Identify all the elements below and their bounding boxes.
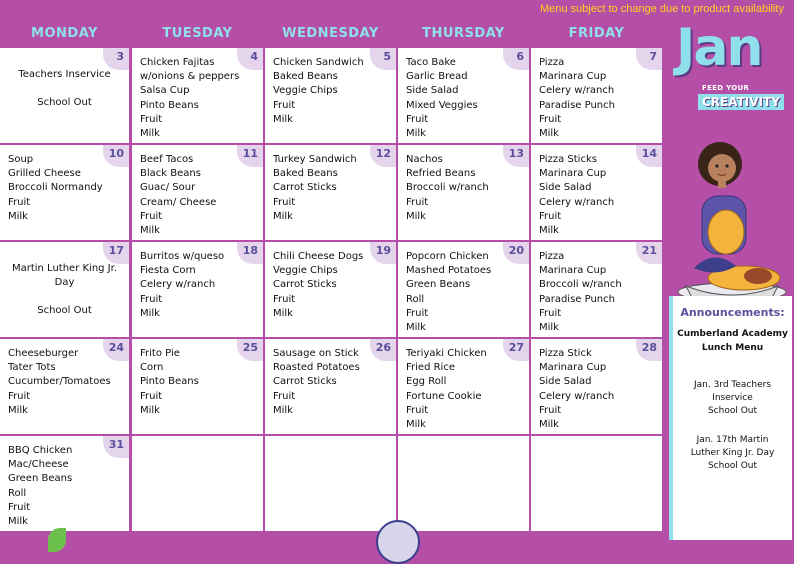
menu-item: Broccoli w/ranch bbox=[406, 182, 489, 194]
menu-item: Celery w/ranch bbox=[539, 85, 615, 97]
menu-item: Carrot Sticks bbox=[273, 182, 337, 194]
day-cell bbox=[0, 145, 129, 240]
menu-item: Marinara Cup bbox=[539, 168, 607, 180]
menu-item: Beef Tacos bbox=[140, 154, 194, 165]
menu-item: Milk bbox=[8, 404, 28, 416]
menu-item: Fruit bbox=[539, 210, 562, 222]
day-cell bbox=[132, 242, 263, 337]
menu-items bbox=[273, 56, 374, 127]
day-cell bbox=[265, 339, 396, 434]
weekday-wednesday: WEDNESDAY bbox=[282, 26, 379, 41]
date-number: 13 bbox=[503, 145, 529, 167]
day-cell bbox=[0, 48, 129, 143]
day-cell bbox=[531, 436, 662, 531]
menu-item: Milk bbox=[539, 322, 559, 334]
weekday-friday: FRIDAY bbox=[568, 26, 625, 41]
day-cell bbox=[531, 339, 662, 434]
day-cell bbox=[398, 436, 529, 531]
menu-item: Fortune Cookie bbox=[406, 390, 482, 402]
menu-item: Milk bbox=[273, 307, 293, 319]
menu-item: Taco Bake bbox=[406, 57, 456, 68]
menu-item: Broccoli Normandy bbox=[8, 182, 103, 194]
menu-item: Fruit bbox=[8, 501, 31, 513]
menu-item: Egg Roll bbox=[406, 376, 447, 388]
menu-item: Marinara Cup bbox=[539, 265, 607, 277]
date-number: 3 bbox=[103, 48, 129, 70]
girl-knitting-illustration bbox=[674, 128, 790, 304]
note-line: Teachers Inservice bbox=[18, 69, 111, 80]
day-cell bbox=[398, 145, 529, 240]
menu-item: Marinara Cup bbox=[539, 362, 607, 374]
leaf-logo bbox=[48, 528, 66, 552]
day-cell bbox=[0, 436, 129, 531]
menu-item: Cheeseburger bbox=[8, 348, 79, 359]
date-number: 11 bbox=[237, 145, 263, 167]
tagline-bottom: CREATIVITY bbox=[698, 94, 784, 110]
menu-items bbox=[140, 153, 241, 238]
menu-item: Fruit bbox=[539, 307, 562, 319]
day-cell bbox=[531, 145, 662, 240]
menu-item: Pinto Beans bbox=[140, 376, 199, 388]
menu-item: Milk bbox=[539, 419, 559, 431]
note-line: Martin Luther King Jr. bbox=[11, 263, 118, 274]
menu-item: Fruit bbox=[140, 390, 163, 402]
menu-item: Pizza bbox=[539, 251, 565, 262]
menu-item: Fiesta Corn bbox=[140, 265, 196, 277]
menu-item: Milk bbox=[406, 128, 426, 140]
tagline-top: FEED YOUR bbox=[702, 84, 750, 92]
menu-items bbox=[8, 153, 107, 224]
menu-item: Fruit bbox=[539, 113, 562, 125]
date-number: 4 bbox=[237, 48, 263, 70]
menu-item: Refried Beans bbox=[406, 168, 476, 180]
menu-item: Green Beans bbox=[8, 473, 73, 485]
date-number: 21 bbox=[636, 242, 662, 264]
menu-item: Milk bbox=[273, 404, 293, 416]
menu-item: Mac/Cheese bbox=[8, 459, 69, 471]
menu-item: Celery w/ranch bbox=[539, 196, 615, 208]
menu-item: Tater Tots bbox=[8, 362, 56, 374]
menu-item: Soup bbox=[8, 154, 34, 165]
menu-item: Veggie Chips bbox=[273, 85, 338, 97]
weekday-header bbox=[0, 26, 662, 48]
menu-notice: Menu subject to change due to product availability bbox=[540, 3, 784, 15]
date-number: 24 bbox=[103, 339, 129, 361]
menu-item: Green Beans bbox=[406, 279, 471, 291]
day-cell bbox=[0, 339, 129, 434]
menu-item: Side Salad bbox=[539, 182, 592, 194]
menu-calendar-grid bbox=[0, 48, 662, 540]
day-cell bbox=[265, 242, 396, 337]
menu-item: Salsa Cup bbox=[140, 85, 190, 97]
menu-item: Mixed Veggies bbox=[406, 99, 478, 111]
menu-item: Teriyaki Chicken bbox=[406, 348, 487, 359]
menu-item: Side Salad bbox=[539, 376, 592, 388]
menu-item: Cream/ Cheese bbox=[140, 196, 217, 208]
menu-item: Celery w/ranch bbox=[539, 390, 615, 402]
announcements-panel bbox=[669, 296, 792, 540]
menu-items bbox=[8, 444, 107, 529]
menu-item: Roasted Potatoes bbox=[273, 362, 360, 374]
day-cell bbox=[531, 242, 662, 337]
day-cell bbox=[265, 48, 396, 143]
menu-item: Marinara Cup bbox=[539, 71, 607, 83]
note-line: Day bbox=[54, 277, 75, 288]
menu-item: Fruit bbox=[140, 113, 163, 125]
menu-item: Pinto Beans bbox=[140, 99, 199, 111]
menu-items bbox=[140, 250, 241, 321]
menu-item: Fruit bbox=[406, 307, 429, 319]
menu-item: Black Beans bbox=[140, 168, 201, 180]
menu-item: Fruit bbox=[406, 113, 429, 125]
menu-item: Fruit bbox=[273, 99, 296, 111]
date-number: 5 bbox=[370, 48, 396, 70]
menu-item: BBQ Chicken bbox=[8, 445, 73, 456]
date-number: 18 bbox=[237, 242, 263, 264]
menu-items bbox=[539, 347, 640, 432]
weekday-tuesday: TUESDAY bbox=[162, 26, 233, 41]
day-cell bbox=[132, 145, 263, 240]
menu-items bbox=[273, 347, 374, 418]
date-number: 28 bbox=[636, 339, 662, 361]
announcement-teachers-inservice: Jan. 3rd Teachers Inservice School Out bbox=[693, 380, 772, 416]
menu-item: Garlic Bread bbox=[406, 71, 468, 83]
menu-item: Pizza Sticks bbox=[539, 154, 597, 165]
no-school-note bbox=[4, 68, 125, 110]
month-logo bbox=[674, 18, 786, 109]
menu-item: w/onions & peppers bbox=[140, 71, 240, 83]
date-number: 10 bbox=[103, 145, 129, 167]
menu-item: Carrot Sticks bbox=[273, 279, 337, 291]
date-number: 12 bbox=[370, 145, 396, 167]
menu-item: Pizza bbox=[539, 57, 565, 68]
menu-items bbox=[406, 347, 507, 432]
menu-item: Milk bbox=[273, 113, 293, 125]
day-cell bbox=[265, 145, 396, 240]
menu-item: Milk bbox=[406, 419, 426, 431]
menu-item: Milk bbox=[539, 128, 559, 140]
date-number: 26 bbox=[370, 339, 396, 361]
menu-item: Fruit bbox=[539, 404, 562, 416]
menu-items bbox=[406, 250, 507, 335]
date-number: 25 bbox=[237, 339, 263, 361]
menu-items bbox=[140, 56, 241, 141]
note-line bbox=[4, 82, 125, 96]
menu-items bbox=[273, 153, 374, 224]
menu-items bbox=[8, 347, 111, 418]
menu-item: Milk bbox=[539, 225, 559, 237]
announcements-heading: Announcements: bbox=[680, 306, 785, 319]
menu-item: Guac/ Sour bbox=[140, 182, 196, 194]
school-menu-title: Cumberland Academy Lunch Menu bbox=[677, 329, 788, 353]
menu-items bbox=[539, 250, 640, 335]
menu-item: Burritos w/queso bbox=[140, 251, 225, 262]
menu-item: Milk bbox=[140, 128, 160, 140]
menu-item: Fruit bbox=[8, 390, 31, 402]
note-line: School Out bbox=[37, 305, 92, 316]
menu-item: Milk bbox=[406, 322, 426, 334]
menu-item: Carrot Sticks bbox=[273, 376, 337, 388]
menu-item: Cucumber/Tomatoes bbox=[8, 376, 111, 388]
menu-item: Baked Beans bbox=[273, 168, 338, 180]
menu-item: Mashed Potatoes bbox=[406, 265, 492, 277]
district-seal-logo bbox=[376, 520, 420, 564]
date-number: 7 bbox=[636, 48, 662, 70]
menu-item: Celery w/ranch bbox=[140, 279, 216, 291]
date-number: 14 bbox=[636, 145, 662, 167]
day-cell bbox=[398, 339, 529, 434]
date-number: 6 bbox=[503, 48, 529, 70]
menu-item: Fruit bbox=[273, 196, 296, 208]
menu-item: Chicken Fajitas bbox=[140, 57, 215, 68]
no-school-note bbox=[4, 262, 125, 318]
menu-item: Milk bbox=[406, 210, 426, 222]
day-cell bbox=[132, 339, 263, 434]
menu-item: Turkey Sandwich bbox=[273, 154, 357, 165]
day-cell bbox=[0, 242, 129, 337]
menu-items bbox=[140, 347, 241, 418]
menu-item: Fried Rice bbox=[406, 362, 455, 374]
date-number: 27 bbox=[503, 339, 529, 361]
menu-item: Milk bbox=[140, 225, 160, 237]
menu-item: Fruit bbox=[140, 293, 163, 305]
announcement-mlk-day: Jan. 17th Martin Luther King Jr. Day School Out bbox=[690, 435, 775, 471]
menu-items bbox=[406, 56, 507, 141]
menu-item: Fruit bbox=[8, 196, 31, 208]
menu-item: Corn bbox=[140, 362, 164, 374]
menu-items bbox=[539, 153, 640, 238]
menu-item: Roll bbox=[8, 487, 27, 499]
month-title: Jan bbox=[676, 18, 762, 78]
menu-items bbox=[539, 56, 640, 141]
menu-item: Milk bbox=[8, 516, 28, 528]
menu-item: Fruit bbox=[140, 210, 163, 222]
menu-item: Paradise Punch bbox=[539, 99, 615, 111]
weekday-thursday: THURSDAY bbox=[422, 26, 505, 41]
menu-item: Fruit bbox=[406, 404, 429, 416]
weekday-monday: MONDAY bbox=[31, 26, 98, 41]
date-number: 31 bbox=[103, 436, 129, 458]
menu-item: Pizza Stick bbox=[539, 348, 592, 359]
day-cell bbox=[132, 48, 263, 143]
note-line bbox=[4, 290, 125, 304]
menu-item: Nachos bbox=[406, 154, 443, 165]
date-number: 19 bbox=[370, 242, 396, 264]
menu-item: Side Salad bbox=[406, 85, 459, 97]
date-number: 20 bbox=[503, 242, 529, 264]
menu-item: Milk bbox=[140, 404, 160, 416]
menu-item: Baked Beans bbox=[273, 71, 338, 83]
day-cell bbox=[398, 242, 529, 337]
menu-item: Popcorn Chicken bbox=[406, 251, 489, 262]
menu-item: Milk bbox=[140, 307, 160, 319]
menu-item: Broccoli w/ranch bbox=[539, 279, 622, 291]
menu-item: Paradise Punch bbox=[539, 293, 615, 305]
menu-item: Fruit bbox=[273, 293, 296, 305]
menu-item: Veggie Chips bbox=[273, 265, 338, 277]
menu-item: Milk bbox=[273, 210, 293, 222]
date-number: 17 bbox=[103, 242, 129, 264]
menu-item: Chicken Sandwich bbox=[273, 57, 364, 68]
menu-item: Roll bbox=[406, 293, 425, 305]
menu-item: Fruit bbox=[406, 196, 429, 208]
menu-item: Chili Cheese Dogs bbox=[273, 251, 364, 262]
day-cell bbox=[265, 436, 396, 531]
menu-items bbox=[273, 250, 374, 321]
day-cell bbox=[132, 436, 263, 531]
menu-item: Milk bbox=[8, 210, 28, 222]
day-cell bbox=[531, 48, 662, 143]
menu-item: Frito Pie bbox=[140, 348, 180, 359]
menu-item: Grilled Cheese bbox=[8, 168, 81, 180]
menu-item: Fruit bbox=[273, 390, 296, 402]
menu-items bbox=[406, 153, 507, 224]
note-line: School Out bbox=[37, 97, 92, 108]
menu-item: Sausage on Stick bbox=[273, 348, 359, 359]
day-cell bbox=[398, 48, 529, 143]
